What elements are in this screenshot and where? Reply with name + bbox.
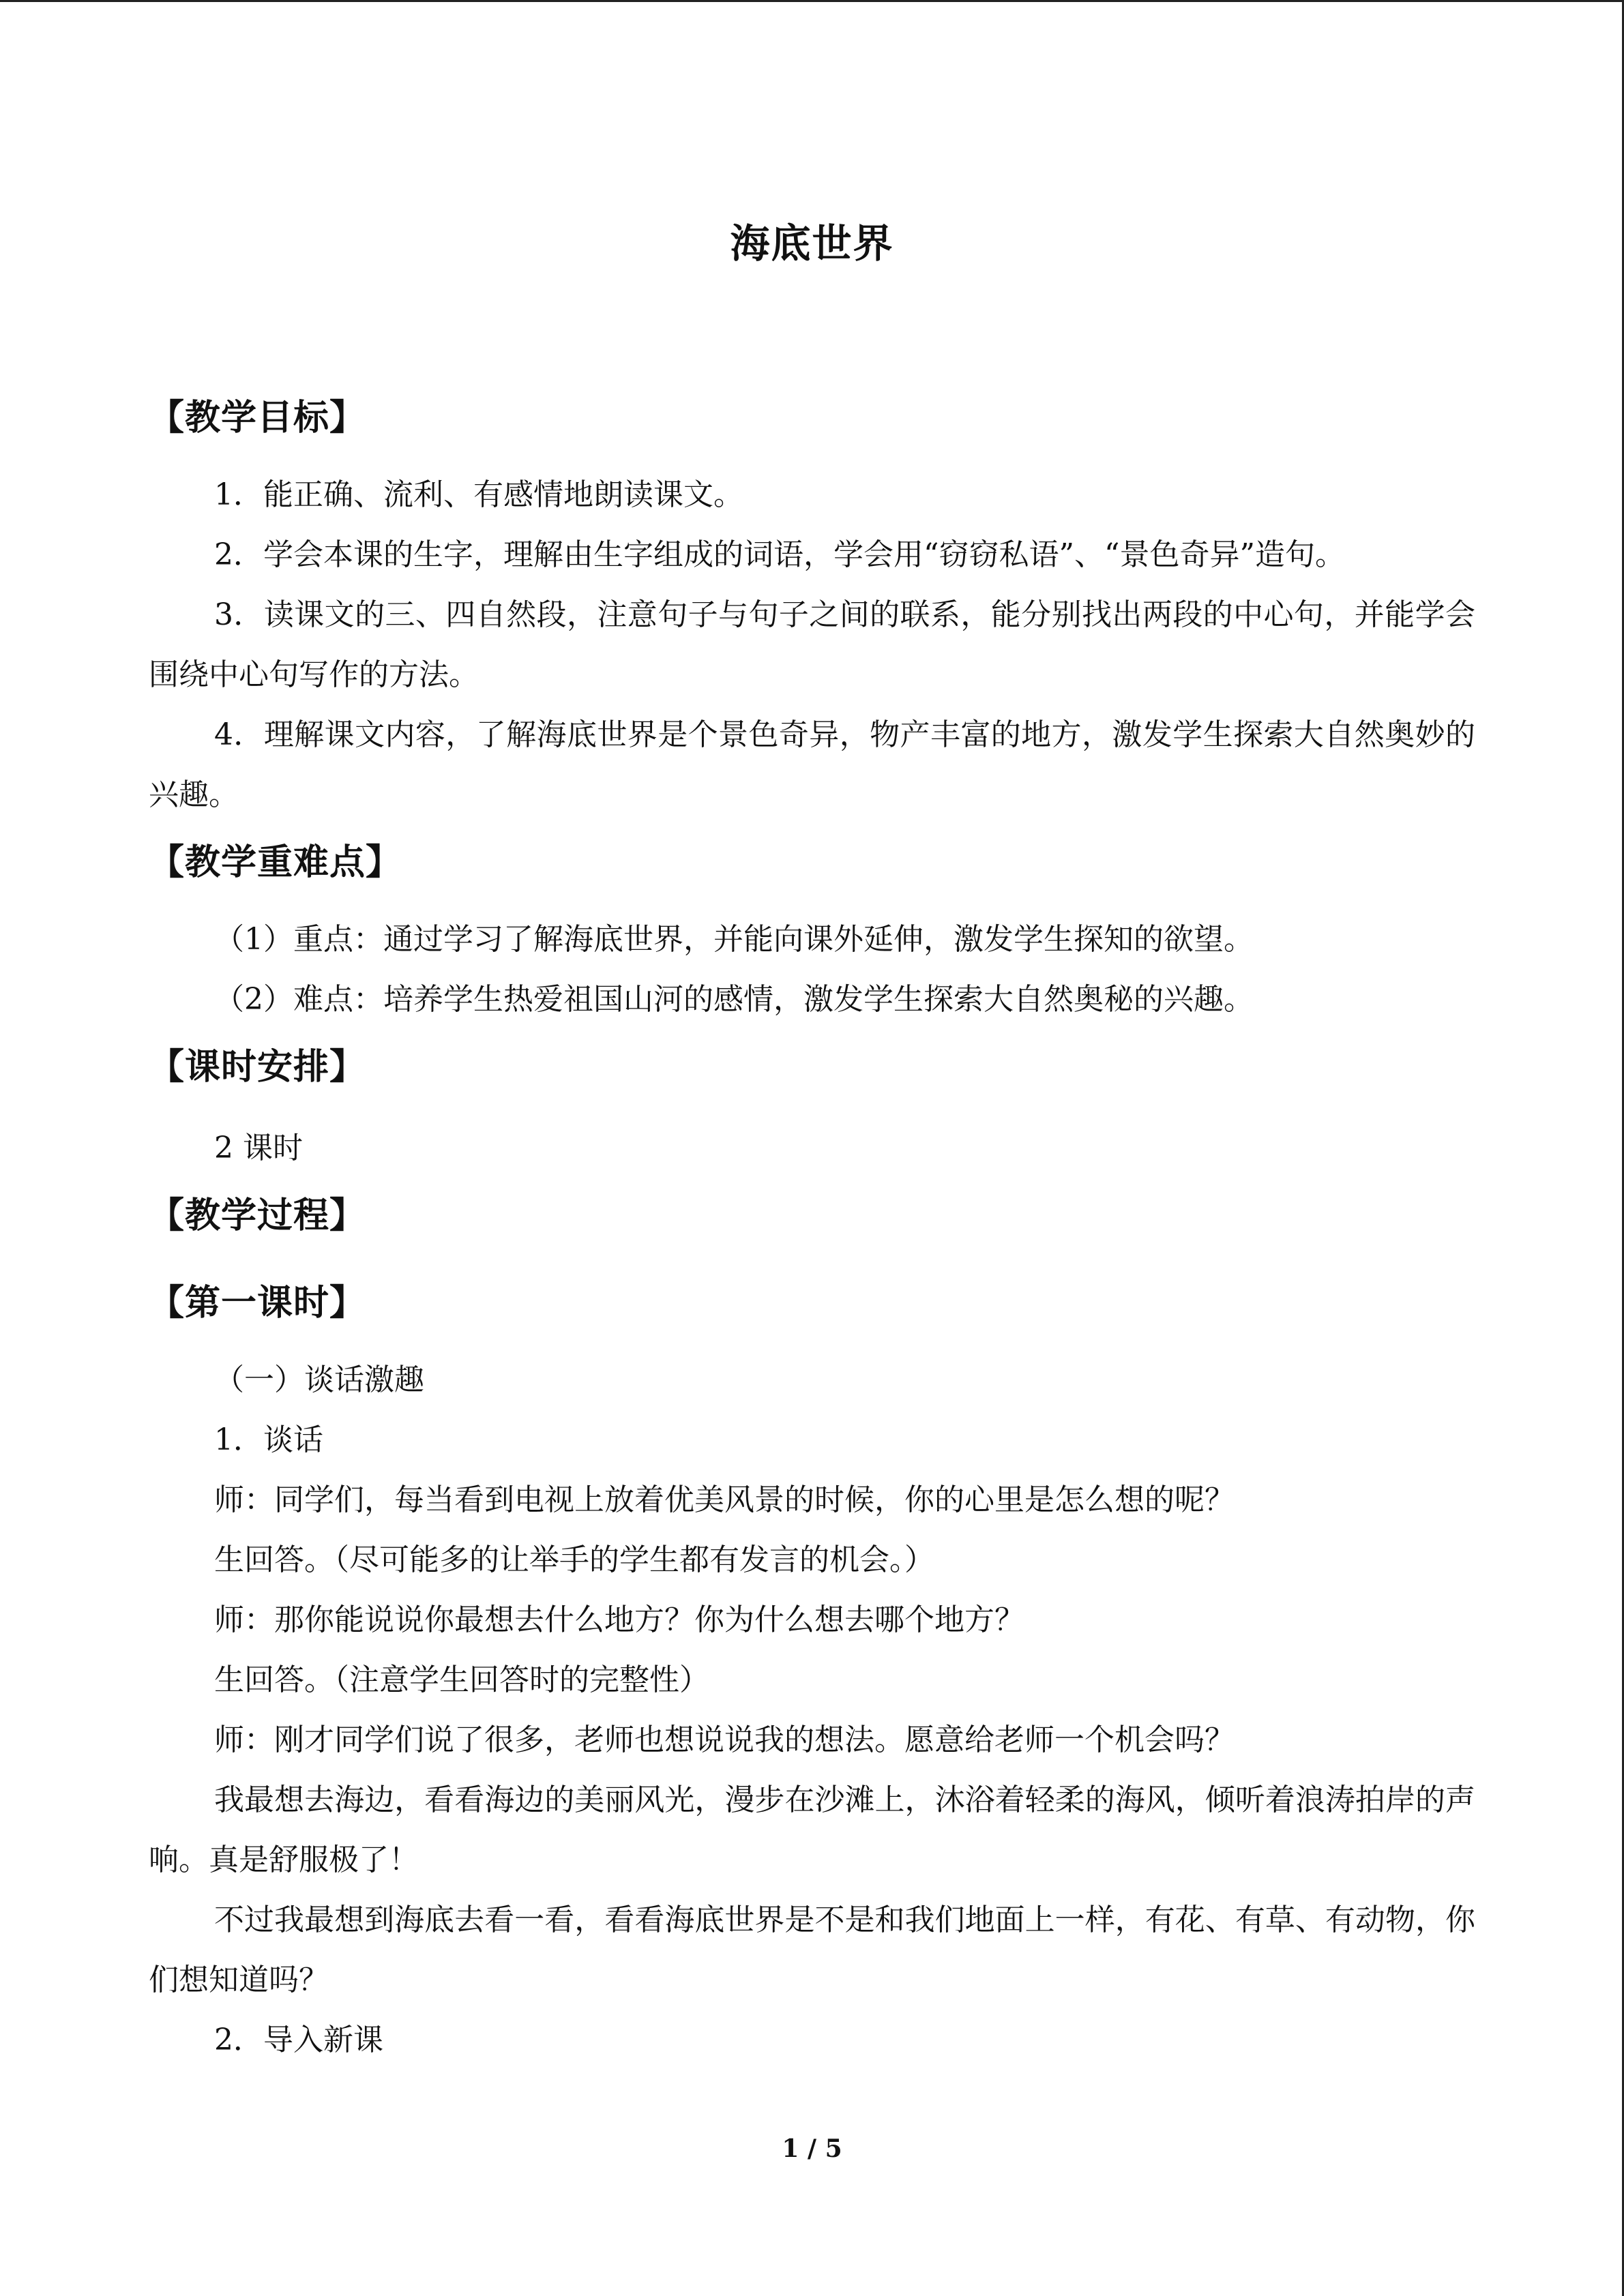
document-title: 海底世界 bbox=[730, 220, 894, 267]
schedule-text: 2 课时 bbox=[214, 1131, 303, 1165]
section-heading-process: 【教学过程】 bbox=[149, 1195, 366, 1236]
objective-item-3: 3．读课文的三、四自然段，注意句子与句子之间的联系，能分别找出两段的中心句，并能学会围绕中心句写作的方法。 bbox=[149, 597, 1475, 692]
page-indicator: 1 / 5 bbox=[782, 2134, 842, 2163]
section-heading-schedule: 【课时安排】 bbox=[149, 1047, 366, 1088]
section-heading-objectives: 【教学目标】 bbox=[149, 398, 366, 438]
key-point-difficulty: （2）难点：培养学生热爱祖国山河的感情，激发学生探索大自然奥秘的兴趣。 bbox=[214, 982, 1254, 1017]
objective-item-2: 2．学会本课的生字，理解由生字组成的词语，学会用“窃窃私语”、“景色奇异”造句。 bbox=[214, 537, 1345, 572]
teacher-narrative-paragraph: 不过我最想到海底去看一看，看看海底世界是不是和我们地面上一样，有花、有草、有动物，你们想知道吗？ bbox=[149, 1903, 1475, 1997]
section-heading-key-points: 【教学重难点】 bbox=[149, 842, 402, 883]
dialogue-line: 师：刚才同学们说了很多，老师也想说说我的想法。愿意给老师一个机会吗？ bbox=[214, 1723, 1235, 1757]
dialogue-line: 师：那你能说说你最想去什么地方？你为什么想去哪个地方？ bbox=[214, 1602, 1024, 1637]
key-point-focus: （1）重点：通过学习了解海底世界，并能向课外延伸，激发学生探知的欲望。 bbox=[214, 922, 1254, 957]
section-heading-lesson-one: 【第一课时】 bbox=[149, 1283, 366, 1324]
lesson-substep-talk: 1．谈话 bbox=[214, 1422, 323, 1457]
dialogue-line: 生回答。（注意学生回答时的完整性） bbox=[214, 1663, 709, 1697]
page-border-top bbox=[0, 0, 1624, 2]
lesson-step-talk-intro: （一）谈话激趣 bbox=[214, 1362, 424, 1397]
objective-item-4: 4．理解课文内容，了解海底世界是个景色奇异，物产丰富的地方，激发学生探索大自然奥妙的兴趣。 bbox=[149, 717, 1475, 812]
dialogue-line: 师：同学们，每当看到电视上放着优美风景的时候，你的心里是怎么想的呢？ bbox=[214, 1482, 1235, 1517]
teacher-narrative-paragraph: 我最想去海边，看看海边的美丽风光，漫步在沙滩上，沐浴着轻柔的海风，倾听着浪涛拍岸的声响。真是舒服极了！ bbox=[149, 1783, 1475, 1877]
objective-item-1: 1．能正确、流利、有感情地朗读课文。 bbox=[214, 477, 743, 512]
dialogue-line: 生回答。（尽可能多的让举手的学生都有发言的机会。） bbox=[214, 1542, 934, 1577]
lesson-substep-introduce: 2．导入新课 bbox=[214, 2023, 383, 2057]
